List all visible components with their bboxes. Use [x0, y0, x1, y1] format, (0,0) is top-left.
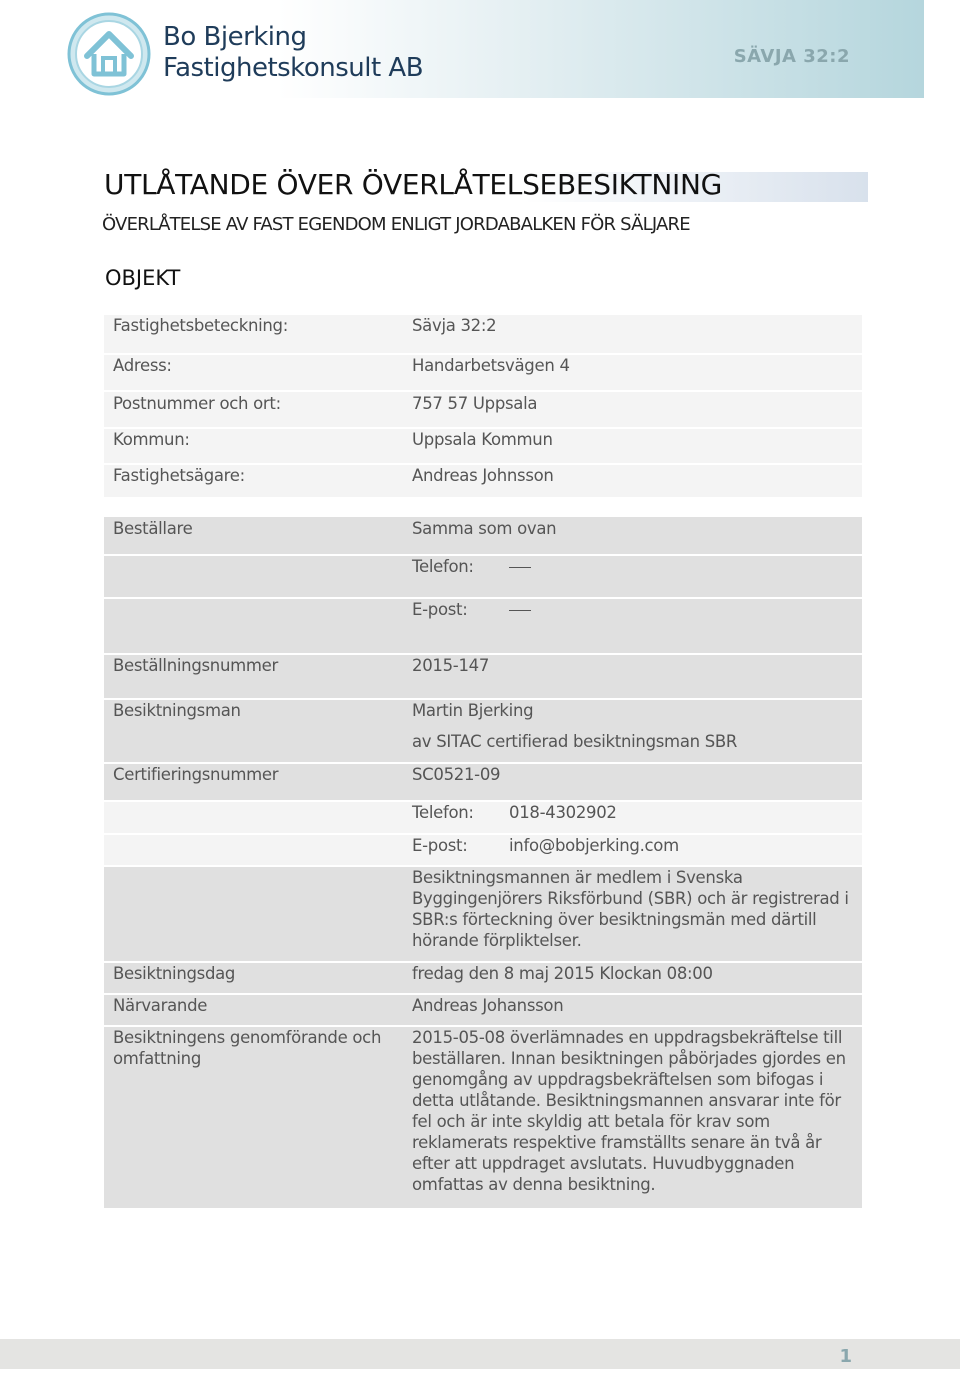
row-bestallningsnummer — [104, 655, 862, 698]
label-besiktningsdag: Besiktningsdag — [113, 964, 236, 983]
value-medlem-text: Besiktningsmannen är medlem i Svenska Byggingenjörers Riksförbund (SBR) och är registrerad i SBR:s förteckning över besiktningsmän med därtill hörande förpliktelser. — [412, 868, 849, 950]
house-icon — [67, 12, 153, 98]
row-adress — [104, 355, 862, 390]
label-besiktningsman: Besiktningsman — [113, 701, 241, 720]
label-bestallare: Beställare — [113, 519, 193, 538]
label-kommun: Kommun: — [113, 430, 190, 449]
row-besiktningsdag — [104, 963, 862, 993]
value-narvarande: Andreas Johansson — [412, 996, 564, 1015]
value-bestallare: Samma som ovan — [412, 519, 557, 538]
value-bestallningsnummer: 2015-147 — [412, 656, 490, 675]
label-agare: Fastighetsägare: — [113, 466, 245, 485]
section-heading: OBJEKT — [105, 266, 181, 290]
row-kommun — [104, 429, 862, 463]
label-bestallare-epost: E-post: — [412, 600, 468, 619]
row-agare — [104, 465, 862, 497]
value-besiktningsman-cert-text: av SITAC certifierad besiktningsman SBR — [412, 732, 738, 751]
document-title: UTLÅTANDE ÖVER ÖVERLÅTELSEBESIKTNING — [104, 168, 723, 201]
row-besiktningsman-telefon — [104, 802, 862, 833]
label-bestallare-telefon: Telefon: — [412, 557, 474, 576]
value-certifieringsnummer: SC0521-09 — [412, 765, 501, 784]
row-fastighetsbeteckning — [104, 315, 862, 353]
header-banner — [0, 0, 924, 98]
value-adress: Handarbetsvägen 4 — [412, 356, 570, 375]
company-line-1: Bo Bjerking — [163, 22, 307, 52]
row-postnummer — [104, 392, 862, 427]
document-subtitle: ÖVERLÅTELSE AV FAST EGENDOM ENLIGT JORDABALKEN FÖR SÄLJARE — [102, 214, 690, 235]
footer-bar — [0, 1339, 960, 1369]
row-besiktningsman-epost — [104, 835, 862, 865]
label-certifieringsnummer: Certifieringsnummer — [113, 765, 279, 784]
page-number: 1 — [839, 1346, 852, 1367]
label-adress: Adress: — [113, 356, 172, 375]
row-bestallare-epost — [104, 599, 862, 653]
label-besiktningsman-epost: E-post: — [412, 836, 468, 855]
value-besiktningsman-telefon: 018-4302902 — [509, 803, 617, 822]
row-bestallare-telefon — [104, 556, 862, 597]
company-line-2: Fastighetskonsult AB — [163, 53, 424, 83]
company-name — [163, 22, 423, 84]
row-besiktningsman — [104, 700, 862, 762]
label-postnummer: Postnummer och ort: — [113, 394, 281, 413]
value-genomforande: 2015-05-08 överlämnades en uppdragsbekräftelse till beställaren. Innan besiktningen påbörjades gjordes en genomgång av uppdragsbekräftelsen som bifogas i detta utlåtande. Besiktningsmannen ansvarar inte för fel och är inte skyldig att betala för krav som reklamerats respektive framställts senare än två år efter att uppdraget avslutats. Huvudbyggnaden omfattas av denna besiktning. — [412, 1028, 846, 1194]
value-besiktningsdag: fredag den 8 maj 2015 Klockan 08:00 — [412, 964, 713, 983]
label-fastighetsbeteckning: Fastighetsbeteckning: — [113, 316, 288, 335]
row-narvarande — [104, 995, 862, 1025]
label-besiktningsman-telefon: Telefon: — [412, 803, 474, 822]
label-genomforande: Besiktningens genomförande och omfattning — [113, 1028, 382, 1068]
row-genomforande — [104, 1027, 862, 1208]
value-agare: Andreas Johnsson — [412, 466, 554, 485]
value-postnummer: 757 57 Uppsala — [412, 394, 538, 413]
label-narvarande: Närvarande — [113, 996, 208, 1015]
value-kommun: Uppsala Kommun — [412, 430, 553, 449]
row-certifieringsnummer — [104, 764, 862, 800]
label-bestallningsnummer: Beställningsnummer — [113, 656, 278, 675]
row-medlem — [104, 867, 862, 961]
property-code: SÄVJA 32:2 — [733, 46, 850, 67]
dash-epost — [509, 610, 531, 611]
value-fastighetsbeteckning: Sävja 32:2 — [412, 316, 497, 335]
row-bestallare — [104, 517, 862, 554]
value-besiktningsman-epost[interactable]: info@bobjerking.com — [509, 836, 679, 855]
value-besiktningsman-name: Martin Bjerking — [412, 701, 534, 720]
dash-telefon — [509, 567, 531, 568]
